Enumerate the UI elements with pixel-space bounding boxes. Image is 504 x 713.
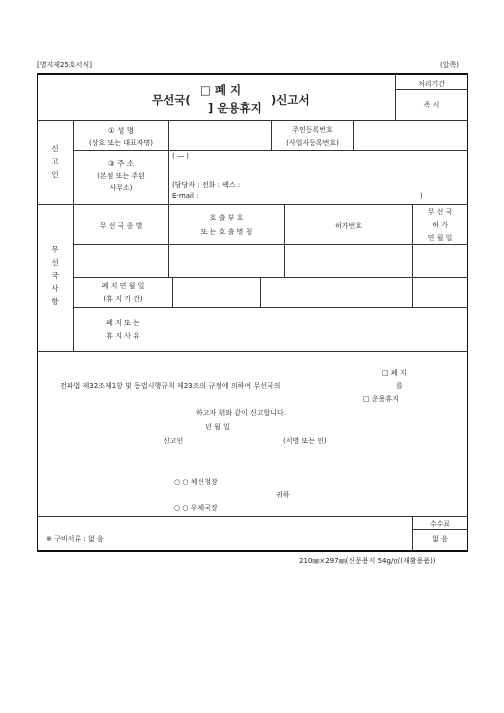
frame-top <box>37 73 468 75</box>
processing-line <box>395 89 467 90</box>
title-bottom-line <box>38 120 467 121</box>
postal-code-field: ( ― ) <box>172 152 189 160</box>
closure-date-label2: (휴 지 기 간) <box>103 295 143 303</box>
required-documents: ※ 구비서류 : 없 음 <box>46 535 104 543</box>
reporter-row-line <box>74 150 467 151</box>
frame-right <box>467 73 468 552</box>
declaration-signature: (서명 또는 인) <box>283 437 327 445</box>
address-label: ③ 주 소 <box>108 159 134 168</box>
closure-date-label1: 폐 지 연 월 일 <box>101 282 145 290</box>
processing-label: 처리기간 <box>417 80 446 88</box>
closure-row-line <box>74 307 467 308</box>
col-call-sign1: 호 출 부 호 <box>209 214 244 222</box>
form-number: [별지제25호서식] <box>37 61 92 69</box>
contact-close-paren: ) <box>420 192 423 200</box>
regno-sublabel: (사업자등록번호) <box>286 139 339 147</box>
reporter-col-line4 <box>353 121 354 151</box>
address-sublabel1: (본점 또는 주된 <box>97 172 145 180</box>
title-prefix: 무선국( <box>152 93 191 107</box>
col-permit-date1: 무 선 국 <box>427 208 453 216</box>
reporter-col-line2 <box>168 121 169 205</box>
station-header-line <box>74 244 467 245</box>
address-sublabel2: 사무소) <box>109 184 133 192</box>
declaration-line2: 하고자 위와 같이 신고합니다. <box>196 409 287 417</box>
frame-bottom <box>37 550 468 552</box>
col-permit-no: 허가번호 <box>334 222 363 230</box>
declaration-line1-end: 를 <box>396 382 403 390</box>
regno-label: 주민등록번호 <box>292 126 333 134</box>
email-line: E-mail : <box>172 192 199 200</box>
addressee-2: ○ ○ 우체국장 <box>174 504 218 512</box>
name-sublabel: (상호 또는 대표자명) <box>88 139 153 147</box>
col-station-type: 무 선 국 종 별 <box>99 222 143 230</box>
title-suffix: )신고서 <box>271 93 310 107</box>
col-permit-date2: 허 가 <box>432 221 448 229</box>
addressee-suffix: 귀하 <box>276 491 290 499</box>
col-permit-date3: 연 월 일 <box>427 234 453 242</box>
paper-spec: 210㎜×297㎜(신문용지 54g/㎡(재활용품)) <box>299 557 436 565</box>
declaration-line1: 전파법 제32조제1항 및 동법시행규칙 제23조의 규정에 의하여 무선국의 <box>60 382 281 390</box>
reason-label1: 폐 지 또 는 <box>106 319 140 327</box>
processing-value: 즉 시 <box>423 101 440 109</box>
reason-label2: 휴 지 사 유 <box>106 332 140 340</box>
closure-col-line <box>172 277 173 307</box>
station-section-label: 무선국사항 <box>51 245 59 306</box>
declaration-option-suspension: □ 운용휴지 <box>363 395 399 403</box>
closure-col-line2 <box>260 277 261 307</box>
fee-value: 없 음 <box>432 535 448 543</box>
name-label: ① 성 명 <box>108 126 134 135</box>
col-call-sign2: 또 는 호 출 명 칭 <box>200 228 253 236</box>
title-option-closure: □ 폐 지 <box>200 83 242 97</box>
frame-left <box>37 73 38 552</box>
contact-line: (담당자 : 전화 : 팩스 : <box>172 181 241 189</box>
station-bottom-line <box>38 351 467 352</box>
fee-label: 수수료 <box>429 520 451 528</box>
declaration-option-closure: □ 폐 지 <box>382 369 407 377</box>
declaration-date: 년 월 일 <box>205 423 230 431</box>
declaration-bottom-line <box>38 516 467 517</box>
station-row-line <box>74 277 467 278</box>
title-option-suspension: ] 운용휴지 <box>208 101 262 115</box>
reporter-bottom-line <box>38 204 467 205</box>
declaration-signer: 신고인 <box>163 437 184 445</box>
page-side: (앞쪽) <box>440 61 459 69</box>
addressee-1: ○ ○ 체신청장 <box>174 478 218 486</box>
fee-line <box>412 529 467 530</box>
reporter-section-label: 신고인 <box>51 144 59 179</box>
station-col-line3 <box>284 205 285 277</box>
